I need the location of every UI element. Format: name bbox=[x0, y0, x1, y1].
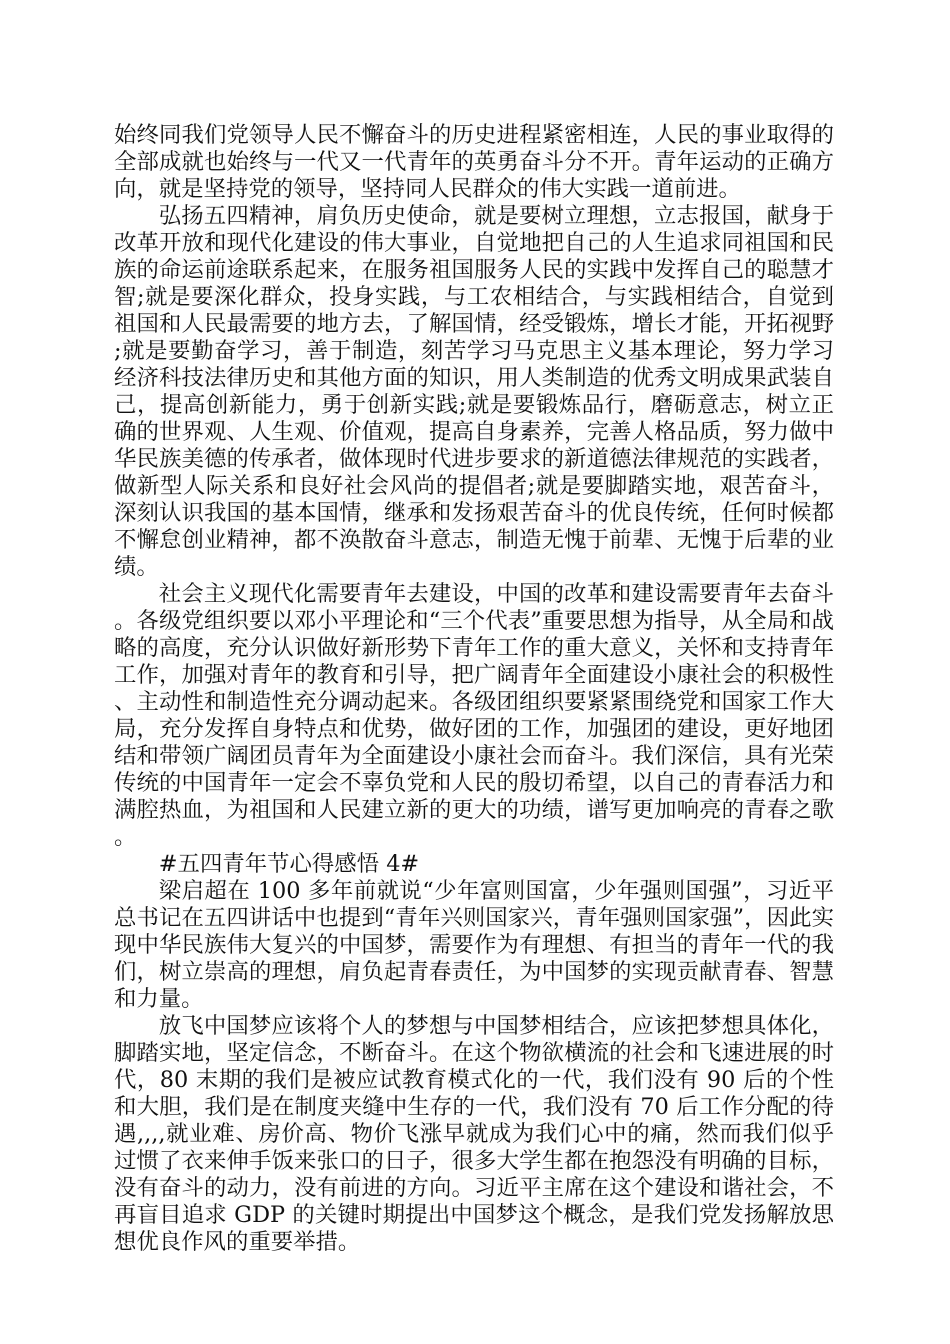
paragraph-continuation: 始终同我们党领导人民不懈奋斗的历史进程紧密相连，人民的事业取得的全部成就也始终与一代又一代青年的英勇奋斗分不开。青年运动的正确方向，就是坚持党的领导，坚持同人民群众的伟大实践一道前进。 bbox=[114, 122, 834, 202]
document-body bbox=[114, 122, 834, 1256]
paragraph-socialist-modernization: 社会主义现代化需要青年去建设，中国的改革和建设需要青年去奋斗。各级党组织要以邓小平理论和“三个代表”重要思想为指导，从全局和战略的高度，充分认识做好新形势下青年工作的重大意义，关怀和支持青年工作，加强对青年的教育和引导，把广阔青年全面建设小康社会的积极性、主动性和制造性充分调动起来。各级团组织要紧紧围绕党和国家工作大局，充分发挥自身特点和优势，做好团的工作，加强团的建设，更好地团结和带领广阔团员青年为全面建设小康社会而奋斗。我们深信，具有光荣传统的中国青年一定会不辜负党和人民的殷切希望，以自己的青春活力和满腔热血，为祖国和人民建立新的更大的功绩，谱写更加响亮的青春之歌。 bbox=[114, 581, 834, 850]
section-heading: #五四青年节心得感悟 4# bbox=[158, 851, 420, 877]
paragraph-liang-qichao: 梁启超在 100 多年前就说“少年富则国富，少年强则国强”，习近平总书记在五四讲话中也提到“青年兴则国家兴，青年强则国家强”，因此实现中华民族伟大复兴的中国梦，需要作为有理想、有担当的青年一代的我们，树立崇高的理想，肩负起青春责任，为中国梦的实现贡献青春、智慧和力量。 bbox=[114, 878, 834, 1012]
paragraph-chinese-dream: 放飞中国梦应该将个人的梦想与中国梦相结合，应该把梦想具体化，脚踏实地，坚定信念，不断奋斗。在这个物欲横流的社会和飞速进展的时代，80 末期的我们是被应试教育模式化的一代，我们没有 90 后的个性和大胆，我们是在制度夹缝中生存的一代，我们没有 70 后工作分配的待遇,,,,就业难、房价高、物价飞涨早就成为我们心中的痛，然而我们似乎过惯了衣来伸手饭来张口的日子，很多大学生都在抱怨没有明确的目标，没有奋斗的动力，没有前进的方向。习近平主席在这个建设和谐社会，不再盲目追求 GDP 的关键时期提出中国梦这个概念，是我们党发扬解放思想优良作风的重要举措。 bbox=[114, 1013, 834, 1255]
paragraph-wusi-spirit: 弘扬五四精神，肩负历史使命，就是要树立理想，立志报国，献身于改革开放和现代化建设的伟大事业，自觉地把自己的人生追求同祖国和民族的命运前途联系起来，在服务祖国服务人民的实践中发挥自己的聪慧才智;就是要深化群众，投身实践，与工农相结合，与实践相结合，自觉到祖国和人民最需要的地方去，了解国情，经受锻炼，增长才能，开拓视野;就是要勤奋学习，善于制造，刻苦学习马克思主义基本理论，努力学习经济科技法律历史和其他方面的知识，用人类制造的优秀文明成果武装自己，提高创新能力，勇于创新实践;就是要锻炼品行，磨砺意志，树立正确的世界观、人生观、价值观，提高自身素养，完善人格品质，努力做中华民族美德的传承者，做体现时代进步要求的新道德法律规范的实践者，做新型人际关系和良好社会风尚的提倡者;就是要脚踏实地，艰苦奋斗，深刻认识我国的基本国情，继承和发扬艰苦奋斗的优良传统，任何时候都不懈怠创业精神，都不涣散奋斗意志，制造无愧于前辈、无愧于后辈的业绩。 bbox=[114, 203, 834, 580]
